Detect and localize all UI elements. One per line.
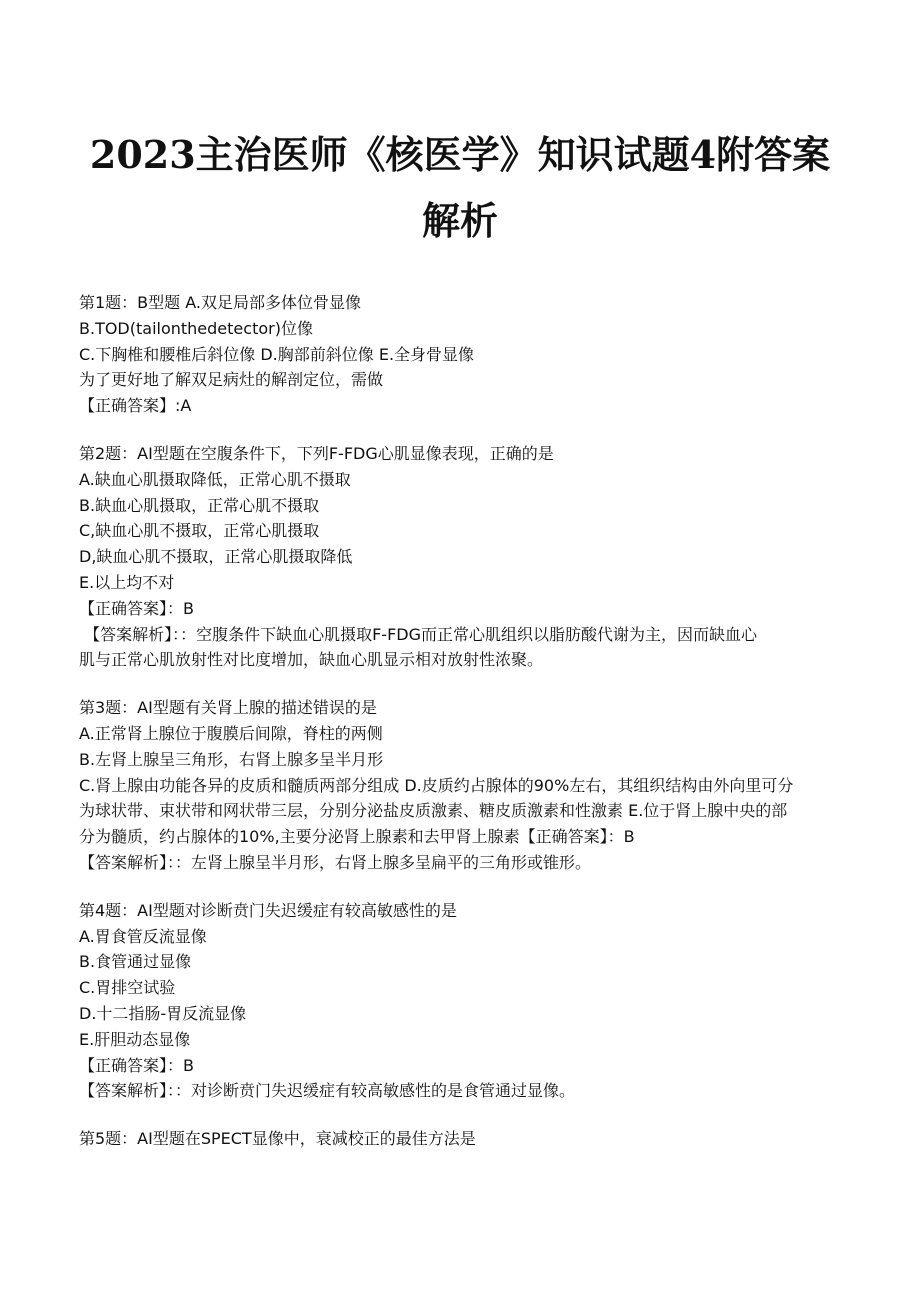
answer-explanation: 【答案解析】：：对诊断贲门失迟缓症有较高敏感性的是食管通过显像。: [79, 1081, 576, 1101]
question-stem: 第2题：AI型题在空腹条件下，下列F-FDG心肌显像表现，正确的是: [79, 443, 554, 463]
question-stem: 第1题：B型题 A.双足局部多体位骨显像: [79, 293, 361, 312]
option-line: E.肝胆动态显像: [79, 1029, 191, 1049]
question-5: [79, 1126, 839, 1152]
answer-explanation: 【答案解析】：：空腹条件下缺血心肌摄取F-FDG而正常心肌组织以脂肪酸代谢为主，因而缺血心: [79, 624, 757, 644]
document-title-line-2: 解析: [421, 198, 498, 243]
option-line: 分为髓质，约占腺体的10%,主要分泌肾上腺素和去甲肾上腺素【正确答案】：B: [79, 827, 635, 847]
option-line: B.缺血心肌摄取，正常心肌不摄取: [79, 495, 320, 515]
option-line: B.食管通过显像: [79, 952, 192, 972]
option-line: C.下胸椎和腰椎后斜位像 D.胸部前斜位像 E.全身骨显像: [79, 344, 475, 364]
correct-answer: 【正确答案】:A: [79, 396, 192, 416]
document-title: [60, 122, 860, 254]
option-line: C,缺血心肌不摄取，正常心肌摄取: [79, 521, 320, 541]
correct-answer: 【正确答案】：B: [79, 598, 194, 618]
option-line: E.以上均不对: [79, 572, 175, 592]
question-prompt: 为了更好地了解双足病灶的解剖定位，需做: [79, 370, 384, 390]
question-stem: 第4题：AI型题对诊断贲门失迟缓症有较高敏感性的是: [79, 900, 457, 920]
question-4: [79, 898, 839, 1104]
question-list: [79, 290, 839, 1174]
answer-explanation: 【答案解析】：：左肾上腺呈半月形，右肾上腺多呈扁平的三角形或锥形。: [79, 852, 592, 872]
option-line: D,缺血心肌不摄取，正常心肌摄取降低: [79, 547, 353, 567]
question-2: [79, 441, 839, 673]
question-3: [79, 695, 839, 876]
answer-explanation: 肌与正常心肌放射性对比度增加，缺血心肌显示相对放射性浓聚。: [79, 650, 544, 670]
option-line: B.左肾上腺呈三角形，右肾上腺多呈半月形: [79, 749, 384, 769]
question-1: [79, 290, 839, 419]
option-line: B.TOD(tailonthedetector)位像: [79, 318, 313, 338]
option-line: D.十二指肠-胃反流显像: [79, 1003, 247, 1023]
correct-answer: 【正确答案】：B: [79, 1055, 194, 1075]
question-stem: 第5题：AI型题在SPECT显像中，衰减校正的最佳方法是: [79, 1129, 476, 1149]
option-line: C.胃排空试验: [79, 978, 176, 998]
option-line: 为球状带、束状带和网状带三层，分别分泌盐皮质激素、糖皮质激素和性激素 E.位于肾上腺中央的部: [79, 801, 788, 821]
option-line: C.肾上腺由功能各异的皮质和髓质两部分组成 D.皮质约占腺体的90%左右，其组织结构由外向里可分: [79, 775, 794, 795]
option-line: A.正常肾上腺位于腹膜后间隙，脊柱的两侧: [79, 723, 383, 743]
option-line: A.胃食管反流显像: [79, 926, 207, 946]
document-title-line-1: 2023主治医师《核医学》知识试题4附答案: [89, 132, 831, 177]
option-line: A.缺血心肌摄取降低，正常心肌不摄取: [79, 469, 351, 489]
question-stem: 第3题：AI型题有关肾上腺的描述错误的是: [79, 698, 377, 718]
